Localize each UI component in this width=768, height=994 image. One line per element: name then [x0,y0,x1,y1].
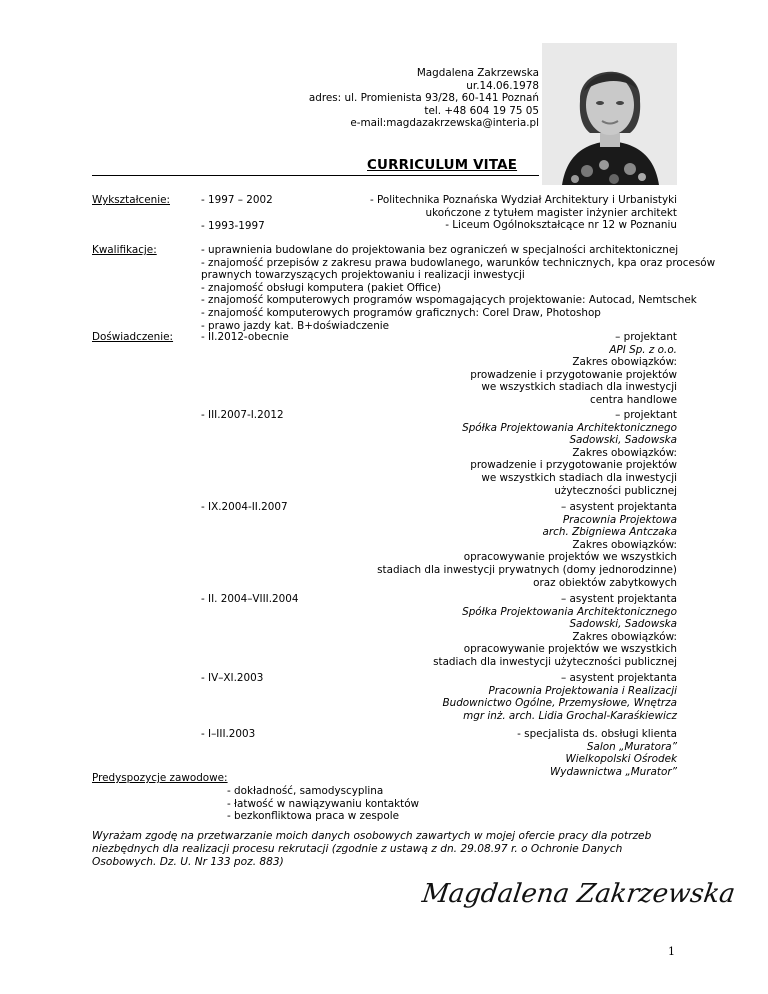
qualifications-list [201,244,715,332]
experience-date: - I–III.2003 [201,728,256,740]
experience-entry [517,728,677,778]
experience-entry [377,501,677,589]
duty-line: stadiach dla inwestycji prywatnych (domy jednorodzinne) [377,563,677,576]
predisposition-item: - łatwość w nawiązywaniu kontaktów [227,797,420,810]
company-name: API Sp. z o.o. [609,343,677,356]
qualification-item: - znajomość przepisów z zakresu prawa budowlanego, warunków technicznych, kpa oraz procesów [201,256,716,269]
duty-line: Zakres obowiązków: [572,356,677,369]
company-name: Wielkopolski Ośrodek [565,753,677,766]
education-entry [370,194,677,232]
company-name: Salon „Muratora” [586,740,677,753]
duty-line: centra handlowe [590,393,677,406]
job-role: - specjalista ds. obsługi klienta [517,728,677,740]
company-name: arch. Zbigniewa Antczaka [542,526,677,539]
job-role: – asystent projektanta [560,593,677,605]
company-name: Pracownia Projektowa [562,513,677,526]
data-processing-consent: Wyrażam zgodę na przetwarzanie moich danych osobowych zawartych w mojej ofercie pracy dla potrzeb niezbędnych dla realizacji procesu rekrutacji (zgodnie z ustawą z dn. 29.08.97 r. o Ochronie Danych Osobowych. Dz. U. Nr 133 poz. 883) [92,830,652,869]
company-name: Spółka Projektowania Architektonicznego [462,421,677,434]
qualification-item: - znajomość obsługi komputera (pakiet Office) [201,281,442,294]
phone: tel. +48 604 19 75 05 [424,104,539,117]
company-name: Wydawnictwa „Murator” [550,765,677,778]
duty-line: oraz obiektów zabytkowych [533,576,677,589]
experience-date: - II. 2004–VIII.2004 [201,593,299,605]
duty-line: prowadzenie i przygotowanie projektów [470,368,677,381]
duty-line: we wszystkich stadiach dla inwestycji [481,471,677,484]
education-line: - Politechnika Poznańska Wydział Architektury i Urbanistyki [369,194,677,206]
contact-block [309,67,539,130]
experience-date: - II.2012-obecnie [201,331,289,343]
experience-entry [470,331,677,407]
experience-entry [442,672,677,722]
duty-line: we wszystkich stadiach dla inwestycji [481,381,677,394]
experience-date: - IV–XI.2003 [201,672,264,684]
qualification-item: - znajomość komputerowych programów wspomagających projektowanie: Autocad, Nemtschek [201,294,697,307]
job-role: – projektant [615,331,677,343]
experience-entry [433,593,677,669]
qualification-item: prawnych towarzyszących projektowaniu i realizacji inwestycji [201,269,525,282]
title-underline [92,175,539,176]
predisposition-item: - dokładność, samodyscyplina [227,785,384,797]
duty-line: Zakres obowiązków: [572,630,677,643]
duty-line: opracowywanie projektów we wszystkich [463,551,677,564]
company-name: Spółka Projektowania Architektonicznego [462,605,677,618]
education-line: - Liceum Ogólnokształcące nr 12 w Poznaniu [445,219,677,232]
company-name: Sadowski, Sadowska [569,434,677,447]
qualifications-label: Kwalifikacje: [92,244,157,256]
duty-line: Zakres obowiązków: [572,538,677,551]
education-date: - 1997 – 2002 [201,194,273,206]
company-name: Pracownia Projektowania i Realizacji [488,684,677,697]
education-date: - 1993-1997 [201,220,265,232]
education-line: ukończone z tytułem magister inżynier architekt [425,206,677,219]
job-role: – asystent projektanta [560,501,677,513]
company-name: Budownictwo Ogólne, Przemysłowe, Wnętrza [442,697,677,710]
signature-image [420,868,738,916]
predispositions-label: Predyspozycje zawodowe: [92,772,228,784]
duty-line: użyteczności publicznej [554,484,677,497]
experience-date: - III.2007-I.2012 [201,409,284,421]
candidate-name: Magdalena Zakrzewska [416,67,539,79]
date-of-birth: ur.14.06.1978 [466,79,539,92]
profile-photo [542,43,677,185]
duty-line: Zakres obowiązków: [572,446,677,459]
experience-label: Doświadczenie: [92,331,174,343]
job-role: – asystent projektanta [560,672,677,684]
signature-text: Magdalena Zakrzewska [420,879,738,909]
predispositions-list [227,785,419,823]
document-title: CURRICULUM VITAE [367,158,518,173]
company-name: Sadowski, Sadowska [569,618,677,631]
company-name: mgr inż. arch. Lidia Grochal-Karaśkiewicz [463,709,677,722]
email: e-mail:magdazakrzewska@interia.pl [350,117,539,130]
predisposition-item: - bezkonfliktowa praca w zespole [227,810,400,823]
job-role: – projektant [615,409,677,421]
duty-line: opracowywanie projektów we wszystkich [463,643,677,656]
duty-line: prowadzenie i przygotowanie projektów [470,459,677,472]
experience-date: - IX.2004-II.2007 [201,501,288,513]
duty-line: stadiach dla inwestycji użyteczności publicznej [433,655,677,668]
page-number: 1 [668,945,675,958]
experience-entry [462,409,677,497]
qualification-item: - znajomość komputerowych programów graficznych: Corel Draw, Photoshop [201,306,601,319]
address: adres: ul. Promienista 93/28, 60-141 Poznań [308,92,539,105]
qualification-item: - uprawnienia budowlane do projektowania bez ograniczeń w specjalności architektonicznej [201,244,679,256]
education-label: Wykształcenie: [92,194,170,206]
qualification-item: - prawo jazdy kat. B+doświadczenie [201,319,390,332]
